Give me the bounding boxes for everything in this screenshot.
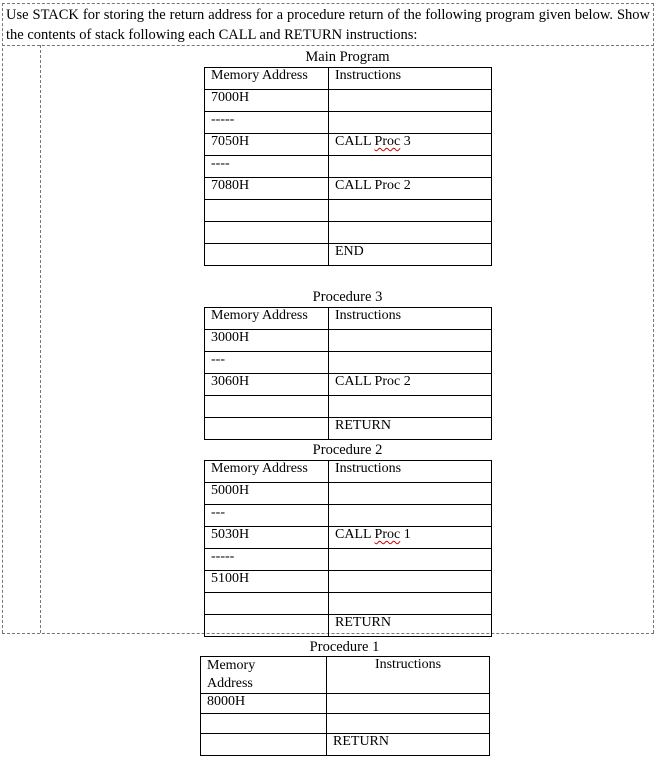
instruction-cell: CALL Proc 1 [329,527,492,549]
memory-address-cell [205,418,329,440]
instruction-cell: RETURN [329,615,492,637]
main-program-title: Main Program [305,49,390,65]
memory-address-cell: ----- [205,112,329,134]
table-header-row [205,308,492,330]
column-header: Instructions [329,308,492,330]
memory-address-cell [201,734,327,756]
table-row [205,112,492,134]
spellcheck-underline: Proc [374,134,401,149]
memory-address-cell: ----- [205,549,329,571]
instruction-cell [329,549,492,571]
instruction-cell: END [329,244,492,266]
instruction-cell [329,112,492,134]
memory-address-cell: --- [205,505,329,527]
instruction-cell [329,156,492,178]
column-header: Instructions [329,461,492,483]
question-text: Use STACK for storing the return address for a procedure return of the following program given below. Show the contents of stack following each CALL and RETURN instructions: [6,7,650,43]
table-row [205,244,492,266]
procedure-1-title: Procedure 1 [309,639,380,655]
memory-address-cell: 7000H [205,90,329,112]
table-row [205,90,492,112]
memory-address-cell [205,615,329,637]
table-header-row [205,68,492,90]
table-row [205,222,492,244]
memory-address-cell [205,222,329,244]
memory-address-cell: 3060H [205,374,329,396]
procedure-2-title: Procedure 2 [312,442,383,458]
memory-address-cell [205,200,329,222]
instruction-cell: RETURN [327,734,490,756]
memory-address-cell: 5030H [205,527,329,549]
table-row [201,714,490,734]
table-row [205,352,492,374]
table-row [205,134,492,156]
table-row [205,200,492,222]
instruction-cell [327,714,490,734]
memory-address-cell [205,244,329,266]
memory-address-cell: ---- [205,156,329,178]
instruction-cell [329,396,492,418]
memory-address-cell: 5000H [205,483,329,505]
table-row [205,156,492,178]
inner-frame-top [2,45,654,46]
instruction-cell [329,222,492,244]
instruction-cell: CALL Proc 3 [329,134,492,156]
table-row [205,178,492,200]
procedure-1-table [200,656,490,756]
table-header-row [201,657,490,694]
column-header: Instructions [329,68,492,90]
inner-frame-left [40,45,41,633]
table-header-row [205,461,492,483]
table-row [201,694,490,714]
instruction-cell [329,90,492,112]
memory-address-cell: 7050H [205,134,329,156]
memory-address-header-text: Memory Address [207,658,256,691]
question-frame-top [2,3,654,4]
question-frame-left [2,3,3,633]
column-header: Memory Address [205,308,329,330]
memory-address-cell: 3000H [205,330,329,352]
table-row [205,615,492,637]
memory-address-cell: 8000H [201,694,327,714]
table-row [205,330,492,352]
instruction-cell [327,694,490,714]
table-row [205,418,492,440]
memory-address-cell [205,593,329,615]
main-program-table [204,67,492,266]
table-row [205,593,492,615]
instruction-cell [329,571,492,593]
instruction-cell [329,352,492,374]
procedure-3-title: Procedure 3 [312,289,383,305]
column-header: Instructions [327,657,490,694]
instruction-cell [329,330,492,352]
instruction-cell: CALL Proc 2 [329,178,492,200]
instruction-cell [329,200,492,222]
column-header: Memory Address [205,461,329,483]
instruction-cell [329,593,492,615]
table-row [205,571,492,593]
memory-address-cell [201,714,327,734]
table-row [205,527,492,549]
spellcheck-underline: Proc [374,527,401,542]
table-row [201,734,490,756]
procedure-2-table [204,460,492,637]
instruction-cell: RETURN [329,418,492,440]
instruction-cell [329,505,492,527]
memory-address-cell: 5100H [205,571,329,593]
memory-address-cell [205,396,329,418]
table-row [205,396,492,418]
question-frame-right [653,3,654,633]
instruction-cell [329,483,492,505]
procedure-3-table [204,307,492,440]
memory-address-cell: 7080H [205,178,329,200]
table-row [205,483,492,505]
column-header [201,657,327,694]
table-row [205,505,492,527]
instruction-cell: CALL Proc 2 [329,374,492,396]
column-header: Memory Address [205,68,329,90]
memory-address-cell: --- [205,352,329,374]
table-row [205,549,492,571]
table-row [205,374,492,396]
